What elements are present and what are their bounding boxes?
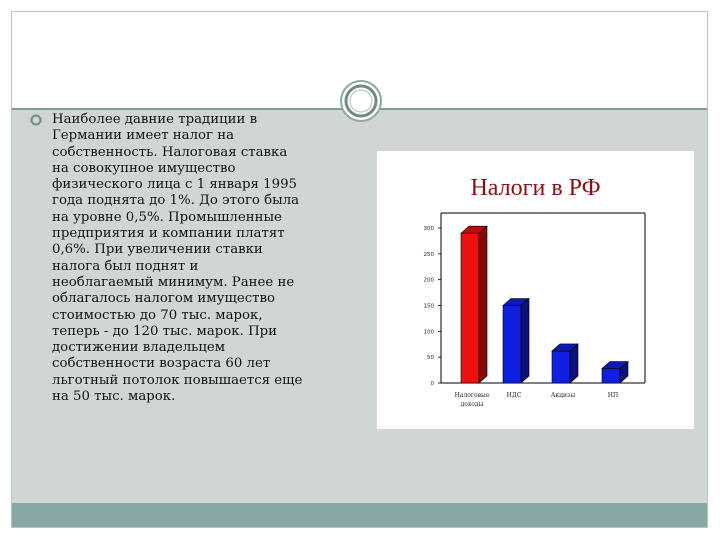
chart-title: Налоги в РФ <box>470 175 601 201</box>
x-tick-label: Налоговые <box>454 392 490 399</box>
y-tick-label: 200 <box>423 277 434 284</box>
bar-chart <box>377 151 694 429</box>
footer-bar <box>12 503 707 527</box>
x-tick-label: Акцизы <box>550 392 576 399</box>
bullet-text: Наиболее давние традиции в Германии имеет налог на собственность. Налоговая ставка на совокупное имущество физического лица с 1 января 1995 года поднята до 1%. До этого была на уровне 0,5%. Промышленные предприятия и компании платят 0,6%. При увеличении ставки налога был поднят и необлагаемый минимум. Ранее не облагалось налогом имущество стоимостью до 70 тыс. марок, теперь - до 120 тыс. марок. При достижении владельцем собственности возраста 60 лет льготный потолок повышается еще на 50 тыс. марок. <box>52 112 303 405</box>
bullet-circle-icon <box>30 114 42 126</box>
bar-3 <box>602 369 620 383</box>
y-tick-label: 50 <box>427 355 434 362</box>
x-tick-label: НП <box>607 392 619 399</box>
x-tick-label: НДС <box>506 392 522 399</box>
bar-0 <box>461 233 479 383</box>
x-tick-label: доходы <box>460 401 484 408</box>
chart-panel <box>377 151 694 429</box>
y-tick-label: 250 <box>423 251 434 258</box>
bar-1 <box>503 306 521 384</box>
y-tick-label: 300 <box>423 226 434 232</box>
y-tick-label: 0 <box>430 381 434 387</box>
bar-2 <box>552 351 570 383</box>
bar-side-1 <box>521 299 529 384</box>
bar-side-0 <box>479 226 487 383</box>
y-tick-label: 150 <box>423 303 434 310</box>
y-tick-label: 100 <box>423 329 434 336</box>
